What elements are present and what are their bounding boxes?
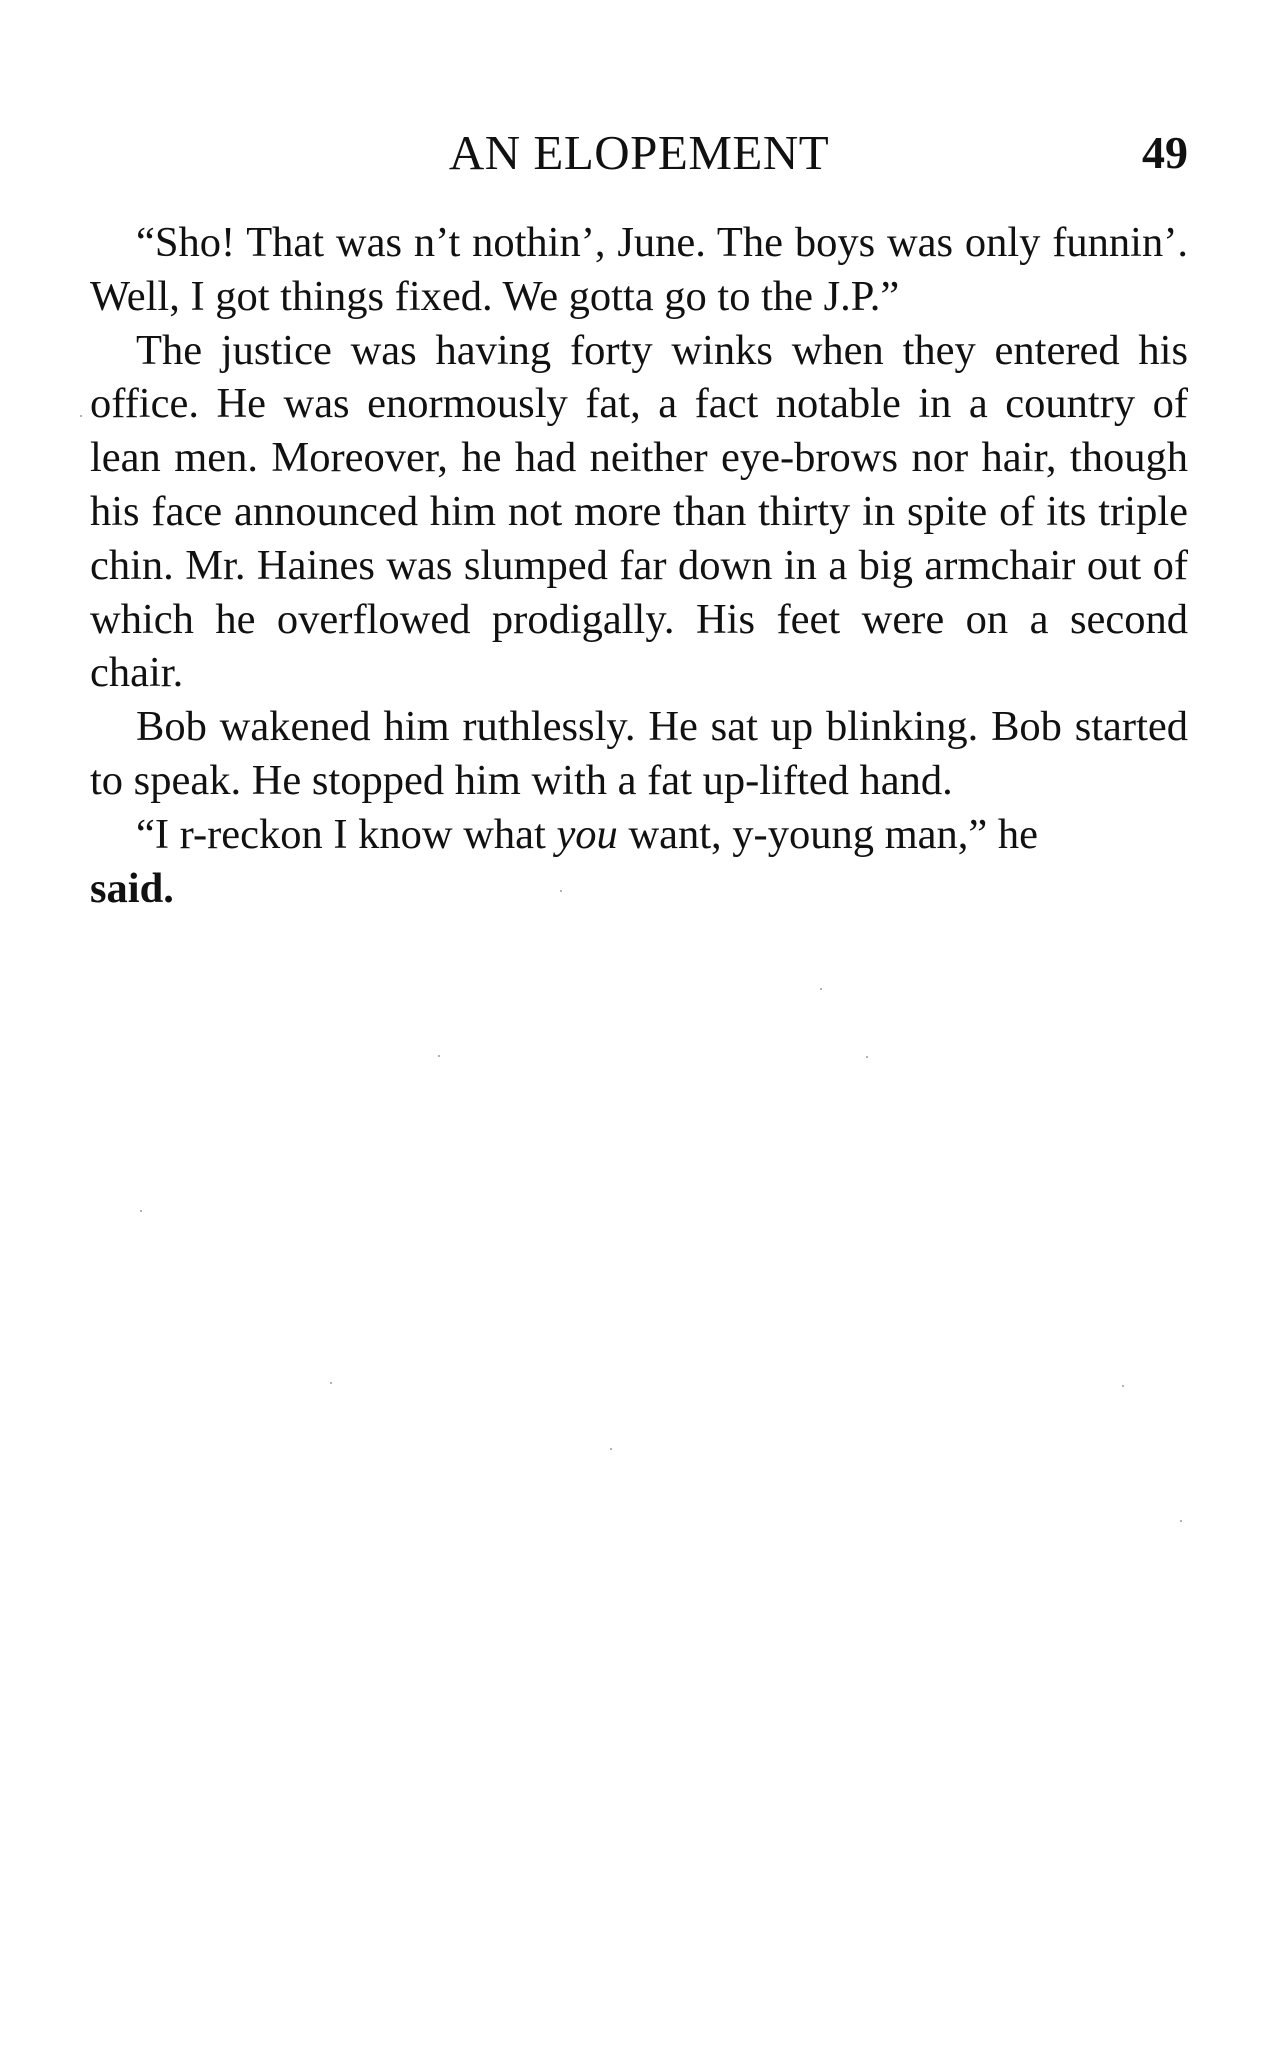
paragraph-4-middle: want, y-young man,” he — [617, 810, 1038, 858]
paragraph-4-end: said. — [90, 864, 174, 912]
emphasized-word: you — [556, 810, 618, 858]
paragraph-1: “Sho! That was n’t nothin’, June. The boys was only funnin’. Well, I got things fixed. We gotta go to the J.P.” — [90, 219, 1188, 320]
paragraph-4-start: “I r-reckon I know what — [136, 810, 557, 858]
paper-speck — [140, 1210, 142, 1212]
running-head — [90, 118, 1188, 188]
paper-speck — [80, 415, 82, 417]
running-title: AN ELOPEMENT — [448, 125, 830, 180]
paragraph-4 — [90, 808, 1188, 916]
paper-speck — [610, 1448, 612, 1450]
paper-speck — [1122, 1385, 1124, 1387]
page-number: 49 — [1142, 127, 1188, 178]
body-text — [90, 216, 1188, 915]
paper-speck — [1180, 1520, 1182, 1522]
paper-speck — [438, 1055, 440, 1057]
page-content — [90, 118, 1188, 915]
paragraph-2: The justice was having forty winks when they entered his office. He was enormously fat, a fact notable in a country of lean men. Moreover, he had neither eye-brows nor hair, though his face announced him not more than thirty in spite of its triple chin. Mr. Haines was slumped far down in a big armchair out of which he overflowed prodigally. His feet were on a second chair. — [90, 326, 1188, 697]
paper-speck — [866, 1056, 868, 1058]
paper-speck — [330, 1382, 332, 1384]
paper-speck — [560, 890, 562, 892]
paper-speck — [820, 988, 822, 990]
paragraph-3: Bob wakened him ruthlessly. He sat up blinking. Bob started to speak. He stopped him with a fat up-lifted hand. — [90, 703, 1188, 804]
